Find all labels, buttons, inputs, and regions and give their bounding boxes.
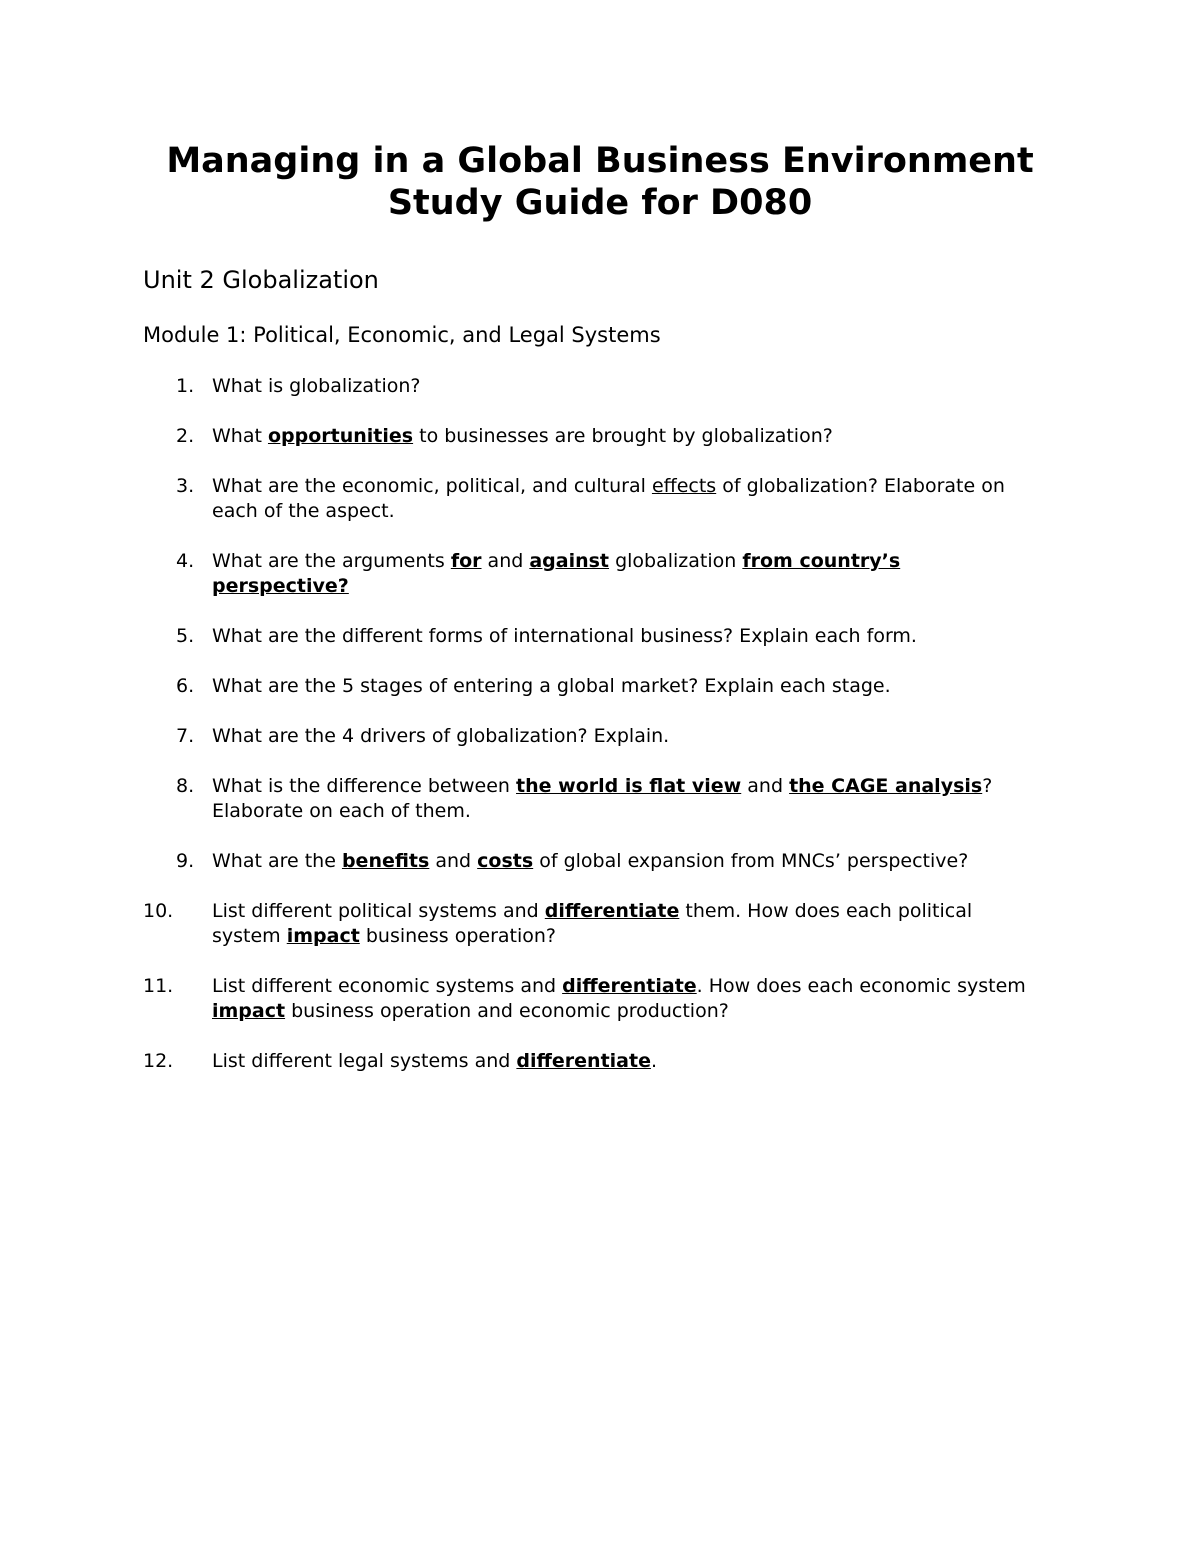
question-number: 5. [176,625,195,647]
question-text: List different legal systems and [212,1050,517,1072]
question-number: 3. [176,475,195,497]
emphasis-keyword: benefits [341,850,430,872]
question-text: to businesses are brought by globalization? [413,425,833,447]
unit-heading: Unit 2 Globalization [143,266,379,294]
question-text: and [429,850,478,872]
question-text: What is globalization? [212,375,421,397]
question-text: . How does each economic system [696,975,1026,997]
question-text: List different economic systems and [212,975,563,997]
document-title: Managing in a Global Business Environment [166,141,1034,181]
question-number: 9. [176,850,195,872]
emphasis-keyword: for [450,550,482,572]
question-text: What are the economic, political, and cultural [212,475,652,497]
underlined-keyword: effects [651,475,717,497]
question-text: business operation and economic production? [285,1000,729,1022]
emphasis-keyword: impact [212,1000,286,1022]
question-text: What are the 4 drivers of globalization? Explain. [212,725,670,747]
question-text: What are the arguments [212,550,451,572]
emphasis-keyword: differentiate [544,900,680,922]
question-item [143,624,1043,649]
question-text: What [212,425,268,447]
question-number: 4. [176,550,195,572]
question-text: ? Elaborate on each of them. [212,775,993,822]
module-heading: Module 1: Political, Economic, and Legal Systems [143,323,661,347]
question-list [143,374,1043,1099]
question-text: List different political systems and [212,900,545,922]
question-number: 8. [176,775,195,797]
question-text: and [481,550,530,572]
emphasis-keyword: impact [286,925,360,947]
question-item [143,474,1043,524]
emphasis-keyword: the CAGE analysis [789,775,983,797]
question-item [143,849,1043,874]
question-text: What are the 5 stages of entering a global market? Explain each stage. [212,675,891,697]
question-item [143,674,1043,699]
question-text: them. How does each political system [212,900,973,947]
emphasis-keyword: differentiate [516,1050,651,1072]
question-item [143,974,1043,1024]
question-text: and [741,775,790,797]
question-item [143,549,1043,599]
question-text: business operation? [359,925,557,947]
emphasis-keyword: the world is flat view [516,775,742,797]
question-text: What are the different forms of international business? Explain each form. [212,625,917,647]
question-number: 1. [176,375,195,397]
question-text: . [650,1050,657,1072]
question-number: 12. [143,1050,174,1072]
question-item [143,724,1043,749]
emphasis-keyword: costs [477,850,534,872]
question-item [143,374,1043,399]
question-item [143,1049,1043,1074]
question-text: What are the [212,850,342,872]
question-number: 2. [176,425,195,447]
question-item [143,774,1043,824]
question-text: of globalization? Elaborate on each of the aspect. [212,475,1005,522]
emphasis-keyword: differentiate [562,975,697,997]
question-item [143,899,1043,949]
emphasis-keyword: opportunities [267,425,414,447]
emphasis-keyword: against [529,550,610,572]
question-number: 10. [143,900,174,922]
emphasis-keyword: from country’s perspective? [212,550,901,597]
question-number: 6. [176,675,195,697]
document-subtitle: Study Guide for D080 [387,183,813,223]
question-number: 7. [176,725,195,747]
question-text: of global expansion from MNCs’ perspective? [533,850,969,872]
question-item [143,424,1043,449]
question-text: globalization [609,550,743,572]
question-number: 11. [143,975,174,997]
question-text: What is the difference between [212,775,517,797]
